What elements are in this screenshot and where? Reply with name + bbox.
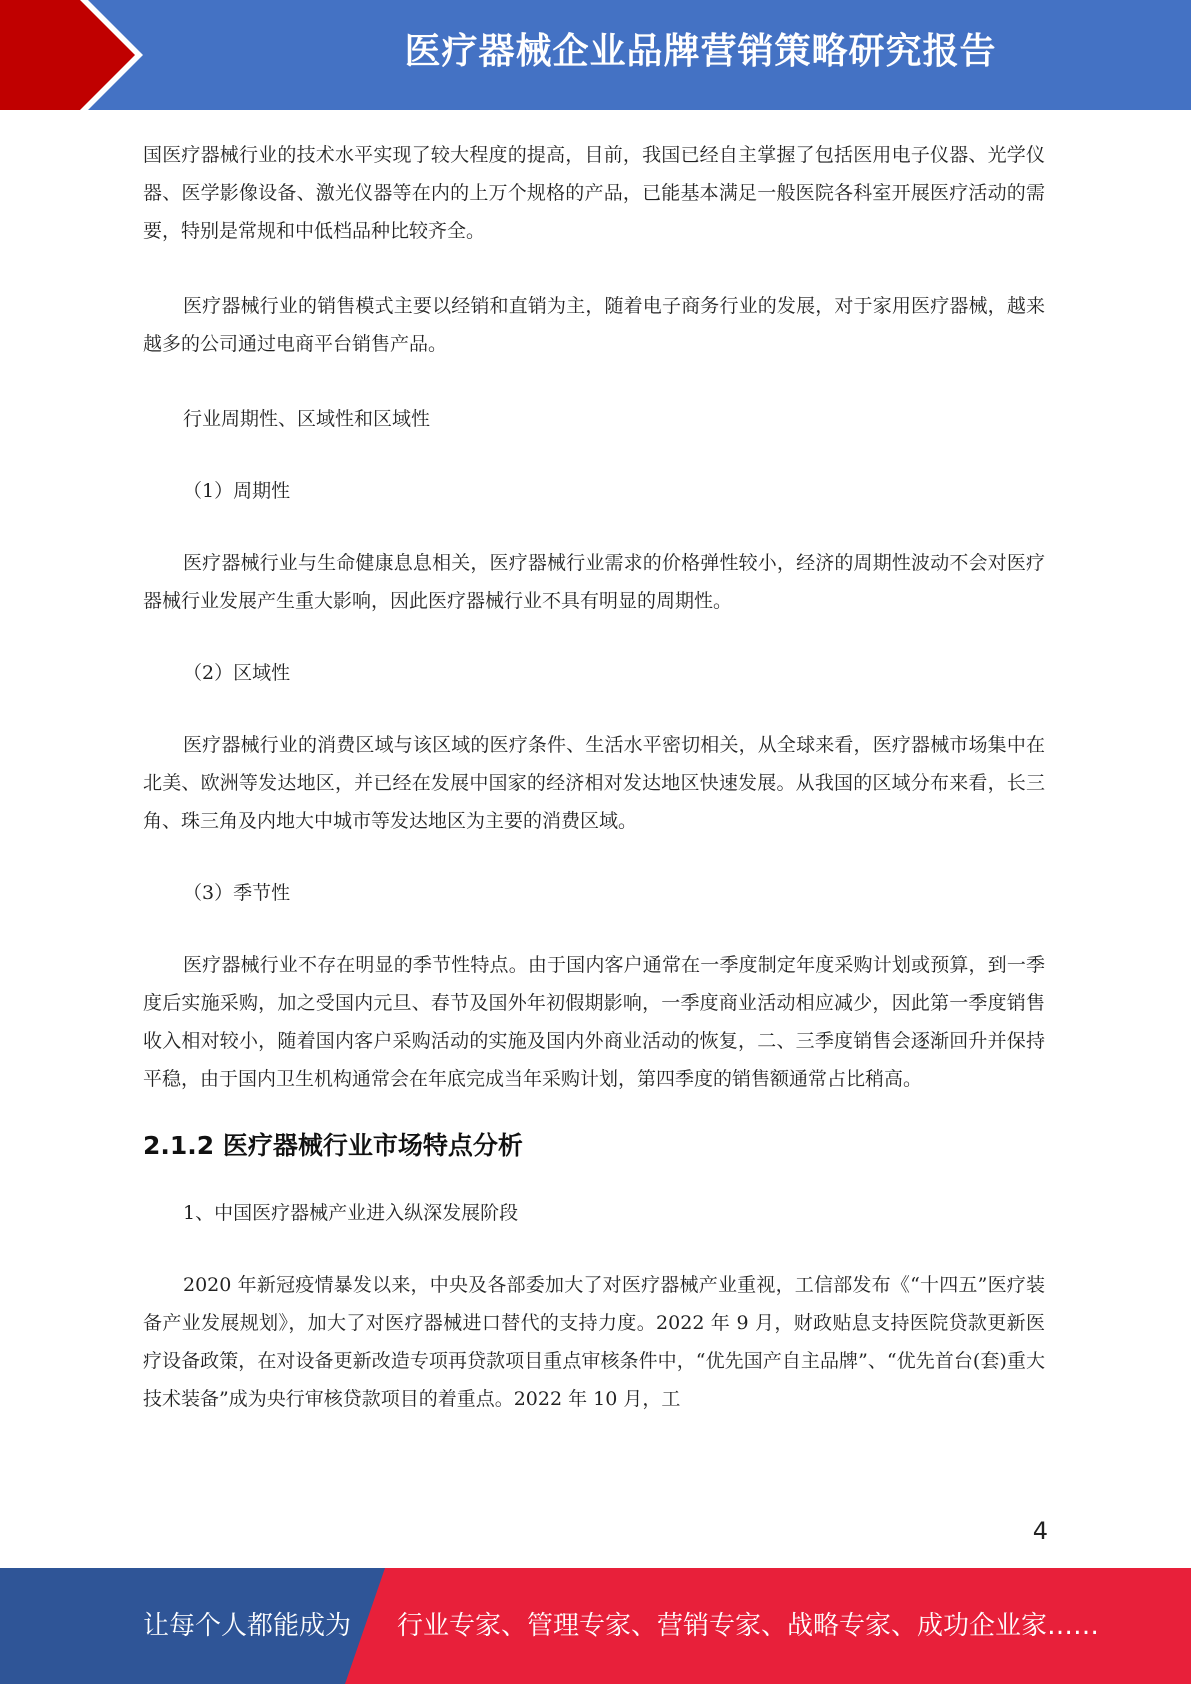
header-band (0, 0, 1191, 110)
paragraph: 医疗器械行业的消费区域与该区域的医疗条件、生活水平密切相关，从全球来看，医疗器械市场集中在北美、欧洲等发达地区，并已经在发展中国家的经济相对发达地区快速发展。从我国的区域分布来看，长三角、珠三角及内地大中城市等发达地区为主要的消费区域。 (143, 734, 1045, 832)
footer-band (0, 1568, 1191, 1684)
footer-tagline: 行业专家、管理专家、营销专家、战略专家、成功企业家…… (397, 1611, 1100, 1641)
paragraph: 医疗器械行业与生命健康息息相关，医疗器械行业需求的价格弹性较小，经济的周期性波动不会对医疗器械行业发展产生重大影响，因此医疗器械行业不具有明显的周期性。 (143, 552, 1045, 612)
paragraph: 2020 年新冠疫情暴发以来，中央及各部委加大了对医疗器械产业重视，工信部发布《“十四五”医疗装备产业发展规划》，加大了对医疗器械进口替代的支持力度。2022 年 9 月，财政贴息支持医院贷款更新医疗设备政策，在对设备更新改造专项再贷款项目重点审核条件中，“优先国产自主品牌”、“优先首台(套)重大技术装备”成为央行审核贷款项目的着重点。2022 年 10 月，工 (143, 1274, 1045, 1410)
document-body (143, 136, 1045, 1418)
footer-slogan: 让每个人都能成为 (143, 1611, 352, 1641)
page-number: 4 (1032, 1517, 1048, 1545)
paragraph: 行业周期性、区域性和区域性 (183, 408, 431, 430)
paragraph: （2）区域性 (183, 662, 291, 684)
paragraph: 医疗器械行业的销售模式主要以经销和直销为主，随着电子商务行业的发展，对于家用医疗器械，越来越多的公司通过电商平台销售产品。 (143, 295, 1045, 355)
paragraph: 国医疗器械行业的技术水平实现了较大程度的提高，目前，我国已经自主掌握了包括医用电子仪器、光学仪器、医学影像设备、激光仪器等在内的上万个规格的产品，已能基本满足一般医院各科室开展医疗活动的需要，特别是常规和中低档品种比较齐全。 (143, 144, 1045, 242)
paragraph: 1、中国医疗器械产业进入纵深发展阶段 (183, 1202, 519, 1224)
paragraph: 医疗器械行业不存在明显的季节性特点。由于国内客户通常在一季度制定年度采购计划或预算，到一季度后实施采购，加之受国内元旦、春节及国外年初假期影响，一季度商业活动相应减少，因此第一季度销售收入相对较小，随着国内客户采购活动的实施及国内外商业活动的恢复，二、三季度销售会逐渐回升并保持平稳，由于国内卫生机构通常会在年底完成当年采购计划，第四季度的销售额通常占比稍高。 (143, 954, 1045, 1090)
section-heading: 2.1.2 医疗器械行业市场特点分析 (143, 1131, 523, 1160)
paragraph: （1）周期性 (183, 480, 291, 502)
header-chevron-icon (0, 0, 160, 110)
report-title: 医疗器械企业品牌营销策略研究报告 (404, 31, 997, 72)
paragraph: （3）季节性 (183, 882, 291, 904)
